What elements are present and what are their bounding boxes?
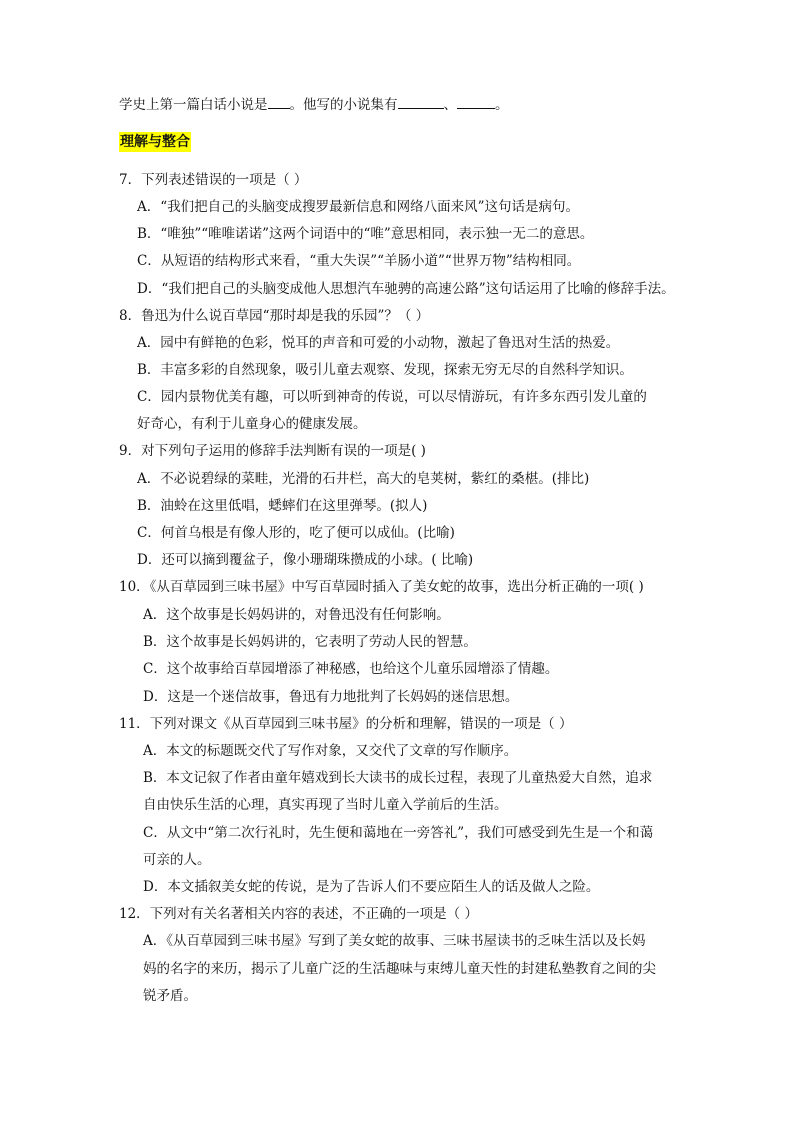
question-stem: 11．下列对课文《从百草园到三味书屋》的分析和理解，错误的一项是（ ） <box>119 716 573 732</box>
question-stem: 7．下列表述错误的一项是（ ） <box>119 172 308 188</box>
question-stem: 12．下列对有关名著相关内容的表述，不正确的一项是（ ） <box>119 906 478 922</box>
intro-line <box>119 95 509 114</box>
answer-blank-2[interactable] <box>398 95 444 109</box>
option-c: C．从文中“第二次行礼时，先生便和蔼地在一旁答礼”，我们可感受到先生是一个和蔼 <box>143 825 654 841</box>
option-b-cont: 自由快乐生活的心理，真实再现了当时儿童入学前后的生活。 <box>143 797 508 813</box>
option-c: C．何首乌根是有像人形的，吃了便可以成仙。(比喻) <box>137 525 455 541</box>
option-b: B．油蛉在这里低唱，蟋蟀们在这里弹琴。(拟人) <box>137 498 428 514</box>
option-c: C．从短语的结构形式来看，“重大失误”“羊肠小道”“世界万物”结构相同。 <box>137 253 581 269</box>
question-stem: 9．对下列句子运用的修辞手法判断有误的一项是( ) <box>119 443 426 459</box>
option-b: B．丰富多彩的自然现象，吸引儿童去观察、发现，探索无穷无尽的自然科学知识。 <box>137 362 633 378</box>
option-b: B．这个故事是长妈妈讲的，它表明了劳动人民的智慧。 <box>143 634 477 650</box>
intro-text-sep: 、 <box>443 97 457 113</box>
option-d: D．“我们把自己的头脑变成他人思想汽车驰骋的高速公路”这句话运用了比喻的修辞手法。 <box>137 281 675 297</box>
option-b: B．本文记叙了作者由童年嬉戏到长大读书的成长过程，表现了儿童热爱大自然，追求 <box>143 770 653 786</box>
option-a: A．这个故事是长妈妈讲的，对鲁迅没有任何影响。 <box>143 607 450 623</box>
question-stem: 8．鲁迅为什么说百草园“那时却是我的乐园”？（ ） <box>119 308 430 324</box>
option-a: A．“我们把自己的头脑变成搜罗最新信息和网络八面来风”这句话是病句。 <box>137 199 580 215</box>
option-d: D．本文插叙美女蛇的传说，是为了告诉人们不要应陌生人的话及做人之险。 <box>143 879 600 895</box>
question-stem: 10．《从百草园到三味书屋》中写百草园时插入了美女蛇的故事，选出分析正确的一项( ) <box>119 579 644 595</box>
option-a: A．本文的标题既交代了写作对象，又交代了文章的写作顺序。 <box>143 743 518 759</box>
intro-text-before: 学史上第一篇白话小说是 <box>119 97 268 113</box>
option-a: A．不必说碧绿的菜畦，光滑的石井栏，高大的皂荚树，紫红的桑椹。(排比) <box>137 471 590 487</box>
option-c: C．这个故事给百草园增添了神秘感，也给这个儿童乐园增添了情趣。 <box>143 661 559 677</box>
option-d: D．还可以摘到覆盆子，像小珊瑚珠攒成的小球。( 比喻) <box>137 552 474 568</box>
option-a-cont: 锐矛盾。 <box>143 988 197 1004</box>
option-c: C．园内景物优美有趣，可以听到神奇的传说，可以尽情游玩，有许多东西引发儿童的 <box>137 389 647 405</box>
option-b: B．“唯独”“唯唯诺诺”这两个词语中的“唯”意思相同，表示独一无二的意思。 <box>137 226 594 242</box>
option-a: A．园中有鲜艳的色彩，悦耳的声音和可爱的小动物，激起了鲁迅对生活的热爱。 <box>137 335 620 351</box>
answer-blank-1[interactable] <box>268 95 290 109</box>
option-c-cont: 可亲的人。 <box>143 852 211 868</box>
option-d: D．这是一个迷信故事，鲁迅有力地批判了长妈妈的迷信思想。 <box>143 689 519 705</box>
intro-text-end: 。 <box>495 97 509 113</box>
intro-text-mid: 。他写的小说集有 <box>289 97 398 113</box>
option-a-cont: 妈的名字的来历，揭示了儿童广泛的生活趣味与束缚儿童天性的封建私塾教育之间的尖 <box>143 961 656 977</box>
option-a: A．《从百草园到三味书屋》写到了美女蛇的故事、三味书屋读书的乏味生活以及长妈 <box>143 933 646 949</box>
section-title: 理解与整合 <box>120 134 190 150</box>
option-c-cont: 好奇心，有利于儿童身心的健康发展。 <box>137 416 367 432</box>
answer-blank-3[interactable] <box>457 95 495 109</box>
